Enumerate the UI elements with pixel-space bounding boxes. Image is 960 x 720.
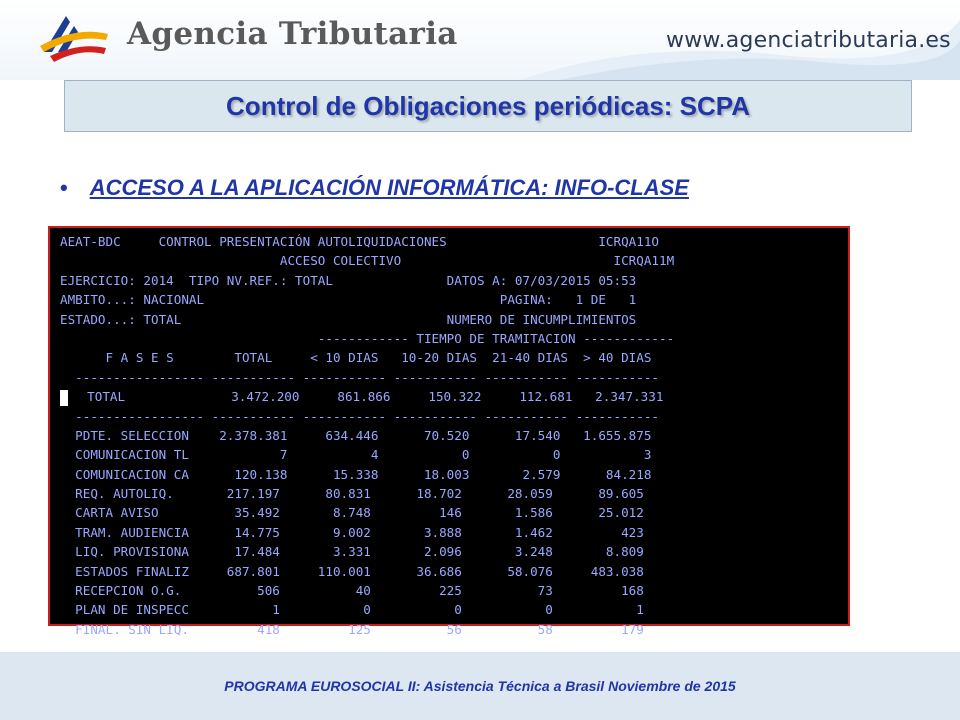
bullet-item [60,175,689,201]
terminal-header-line: AMBITO...: NACIONAL PAGINA: 1 DE 1 [60,292,637,308]
table-row: LIQ. PROVISIONA 17.484 3.331 2.096 3.248 8.809 [60,544,644,560]
table-row: REQ. AUTOLIQ. 217.197 80.831 18.702 28.059 89.605 [60,486,644,502]
terminal-separator: ----------------- ----------- ----------- ----------- ----------- ----------- [60,369,659,385]
slide-title: Control de Obligaciones periódicas: SCPA [226,90,750,121]
slide-title-box [64,80,912,132]
footer-text: PROGRAMA EUROSOCIAL II: Asistencia Técnica a Brasil Noviembre de 2015 [224,678,736,694]
table-row: PDTE. SELECCION 2.378.381 634.446 70.520 17.540 1.655.875 [60,427,652,443]
table-row: RECEPCION O.G. 506 40 225 73 168 [60,583,644,599]
terminal-header-line: AEAT-BDC CONTROL PRESENTACIÓN AUTOLIQUIDACIONES ICRQA11O [60,234,659,249]
bullet-text: ACCESO A LA APLICACIÓN INFORMÁTICA: INFO-CLASE [89,175,689,200]
terminal-header-line: EJERCICIO: 2014 TIPO NV.REF.: TOTAL DATOS A: 07/03/2015 05:53 [60,272,637,288]
terminal-cursor [60,390,68,406]
total-row-text: TOTAL 3.472.200 861.866 150.322 112.681 2.347.331 [72,389,664,405]
terminal-header-line: ESTADO...: TOTAL NUMERO DE INCUMPLIMIENTOS [60,311,637,327]
table-row: COMUNICACION TL 7 4 0 0 3 [60,447,652,463]
terminal-total-row[interactable] [60,387,848,406]
bullet-dot-icon: • [60,175,68,200]
table-row: COMUNICACION CA 120.138 15.338 18.003 2.579 84.218 [60,466,652,482]
terminal-separator: ----------------- ----------- ----------- ----------- ----------- ----------- [60,408,659,424]
table-row: TRAM. AUDIENCIA 14.775 9.002 3.888 1.462 423 [60,524,644,540]
agency-name: Agencia Tributaria [127,16,458,52]
terminal-screen[interactable] [48,226,850,637]
header-banner [0,0,960,80]
table-row: PLAN DE INSPECC 1 0 0 0 1 [60,602,644,618]
terminal-column-headers: F A S E S TOTAL < 10 DIAS 10-20 DIAS 21-40 DIAS > 40 DIAS [60,350,652,366]
table-row: CARTA AVISO 35.492 8.748 146 1.586 25.012 [60,505,644,521]
terminal-header-line: ------------ TIEMPO DE TRAMITACION ------------ [60,330,675,346]
agencia-tributaria-logo-icon [36,6,112,66]
table-row: ESTADOS FINALIZ 687.801 110.001 36.686 58.076 483.038 [60,563,644,579]
table-row: FINAL. SIN LIQ. 418 125 56 58 179 [60,621,644,637]
agency-url[interactable]: www.agenciatributaria.es [666,28,951,53]
terminal-header-line: ACCESO COLECTIVO ICRQA11M [60,253,675,269]
